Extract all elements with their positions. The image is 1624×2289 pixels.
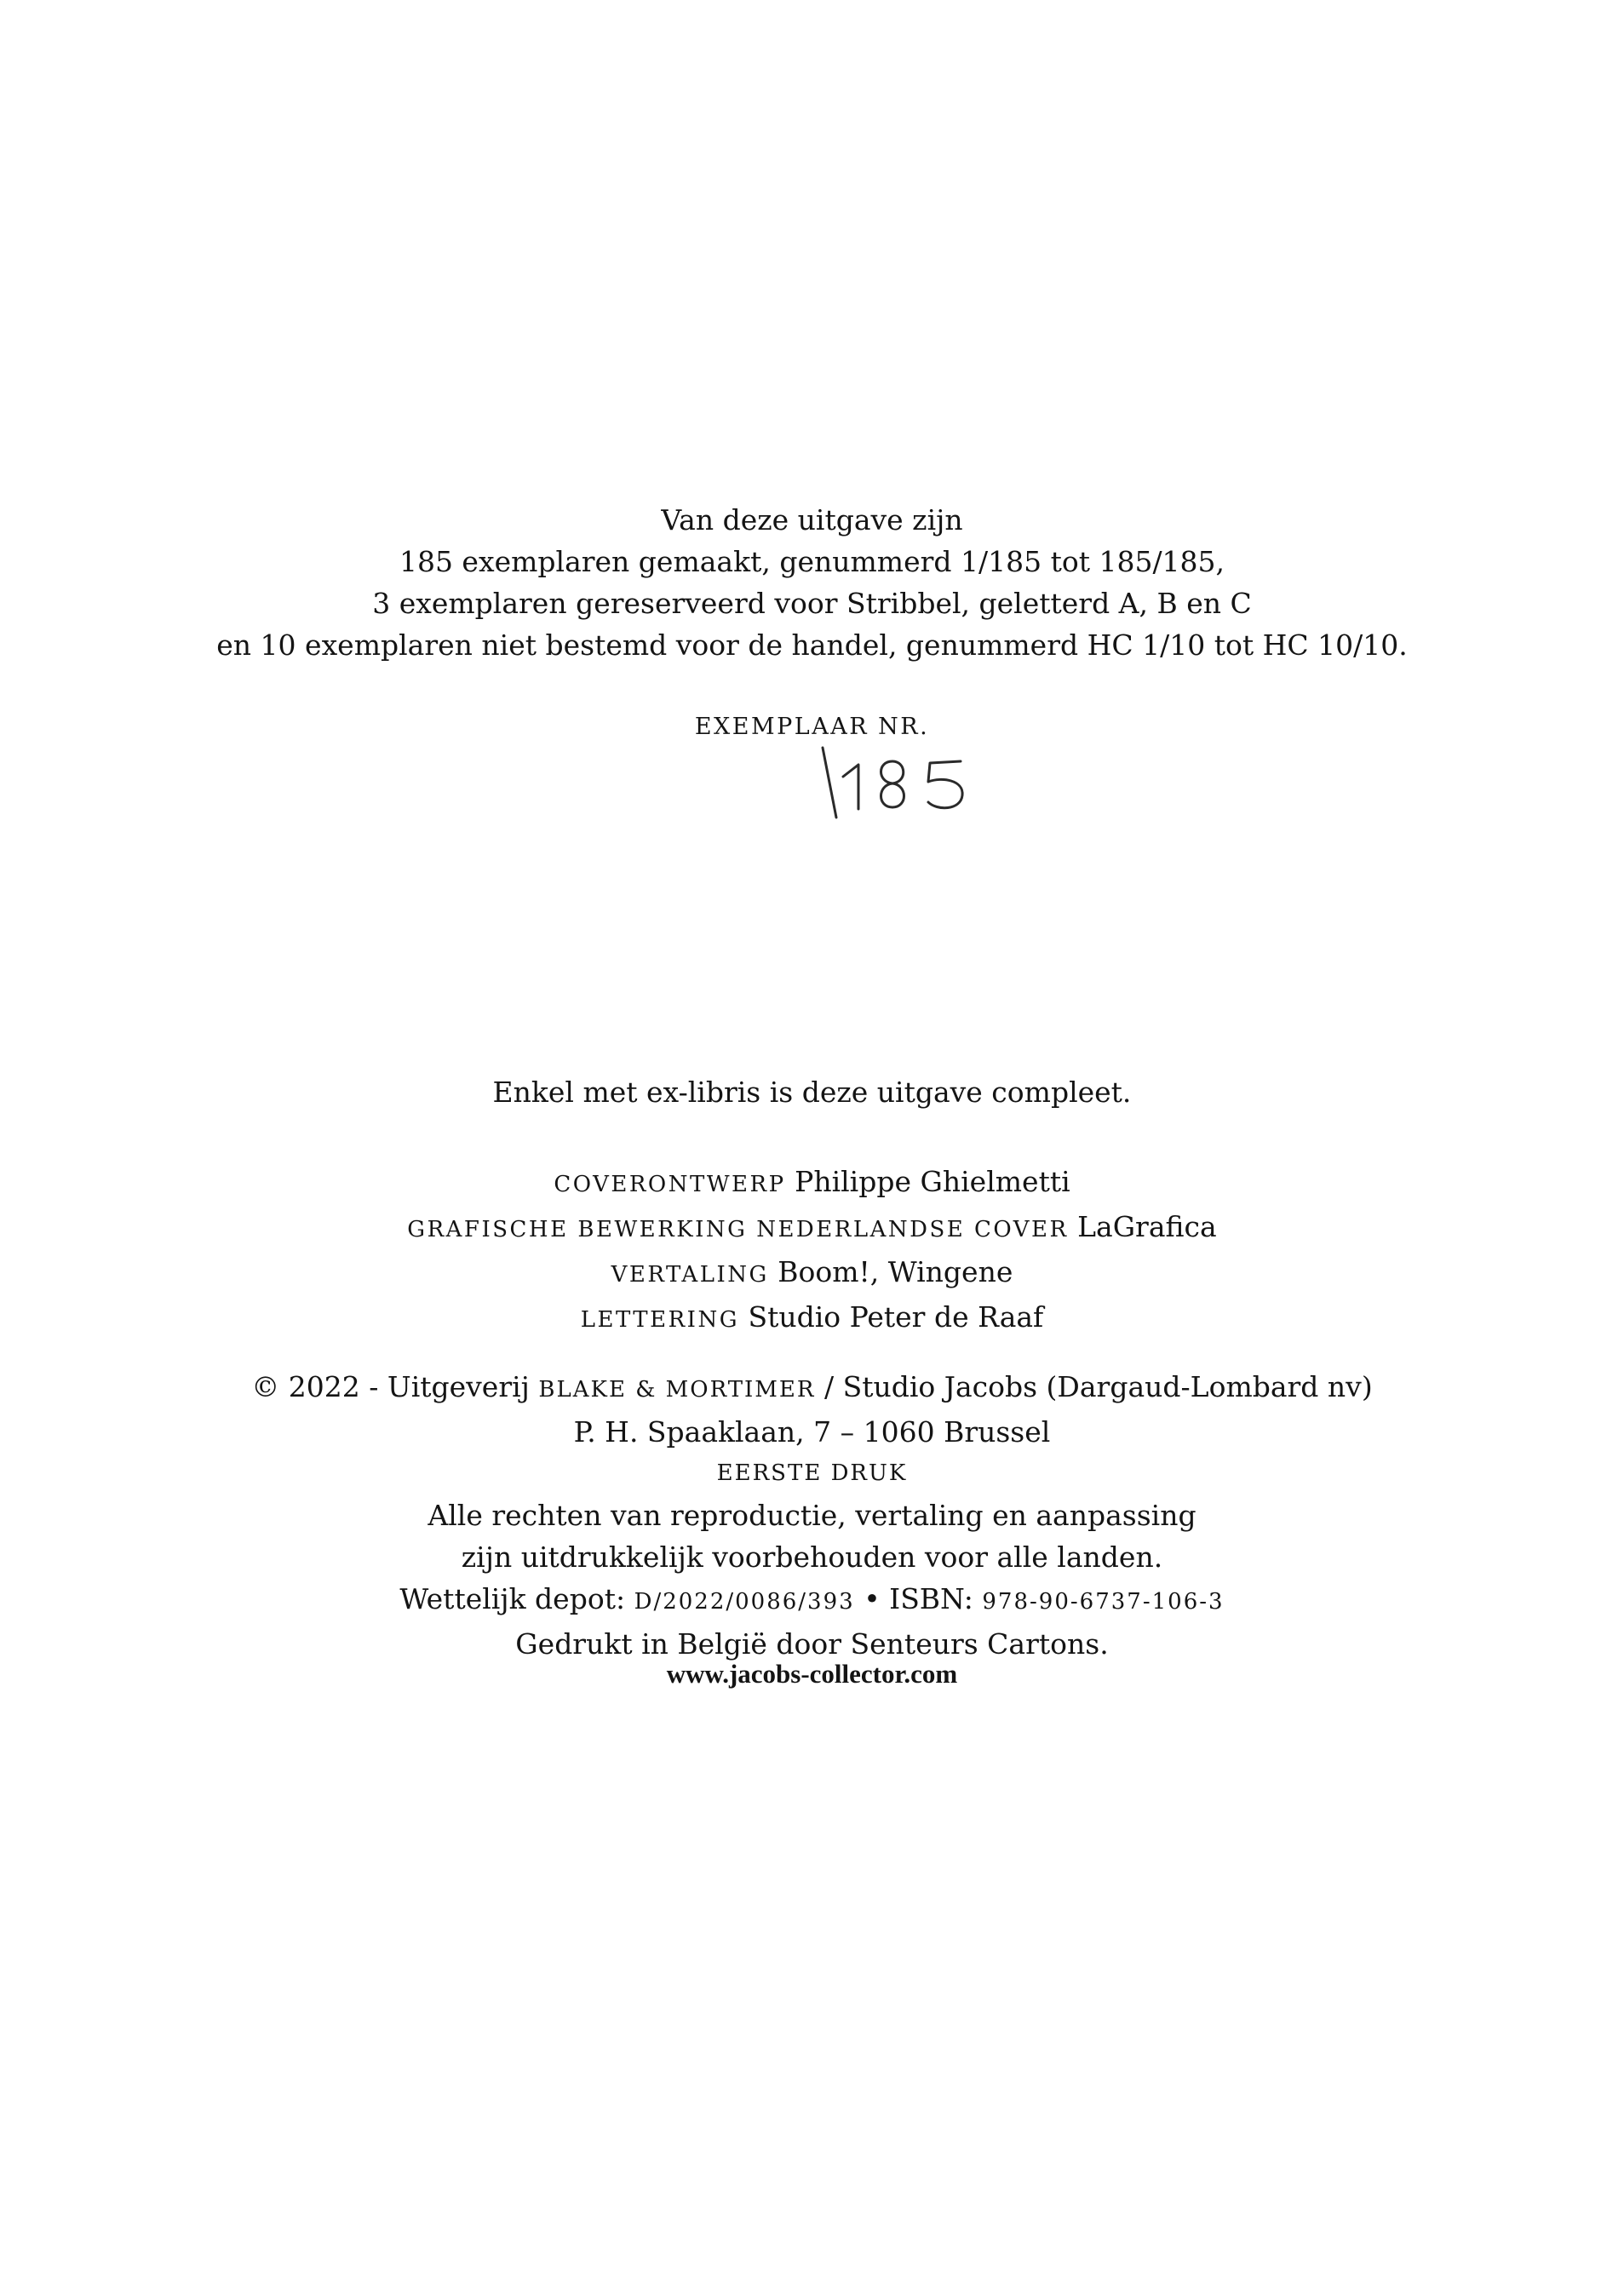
credit-graphic-design [0, 1206, 1624, 1251]
publisher-address: P. H. Spaaklaan, 7 – 1060 Brussel [573, 1415, 1051, 1449]
credit-cover-design [0, 1161, 1624, 1206]
printing-edition: EERSTE DRUK [716, 1460, 908, 1486]
credit-lettering [0, 1296, 1624, 1341]
credit-name: LaGrafica [1077, 1210, 1217, 1243]
edition-line-1: Van deze uitgave zijn [661, 503, 963, 536]
credit-role: GRAFISCHE BEWERKING NEDERLANDSE COVER [407, 1217, 1069, 1242]
website [0, 1659, 1624, 1690]
credit-name: Studio Peter de Raaf [748, 1300, 1044, 1334]
credit-name: Boom!, Wingene [778, 1255, 1013, 1288]
legal-notice [0, 1366, 1624, 1665]
edition-line-3: 3 exemplaren gereserveerd voor Stribbel, geletterd A, B en C [372, 587, 1252, 620]
edition-line-4: en 10 exemplaren niet bestemd voor de handel, genummerd HC 1/10 tot HC 10/10. [216, 628, 1408, 662]
copy-number-label [0, 714, 1624, 740]
exlibris-note-text: Enkel met ex-libris is deze uitgave compleet. [492, 1076, 1132, 1109]
bullet-separator: • [864, 1582, 881, 1615]
copy-number-label-text: EXEMPLAAR NR. [694, 714, 930, 740]
depot-isbn-line [0, 1578, 1624, 1623]
rights-line-2: zijn uitdrukkelijk voorbehouden voor alle landen. [461, 1540, 1163, 1574]
credit-role: COVERONTWERP [554, 1172, 786, 1197]
exlibris-note [0, 1076, 1624, 1109]
copyright-brand: BLAKE & MORTIMER [538, 1377, 816, 1403]
copyright-line [0, 1366, 1624, 1411]
rights-line-1: Alle rechten van reproductie, vertaling en aanpassing [428, 1499, 1196, 1532]
credit-role: VERTALING [611, 1262, 769, 1288]
isbn-number: 978-90-6737-106-3 [982, 1589, 1225, 1615]
credit-name: Philippe Ghielmetti [795, 1165, 1070, 1198]
website-url: www.jacobs-collector.com [666, 1659, 958, 1689]
edition-statement [0, 499, 1624, 666]
printer-line: Gedrukt in België door Senteurs Cartons. [515, 1627, 1109, 1661]
handwritten-copy-number [818, 739, 1005, 833]
isbn-label: ISBN: [889, 1582, 973, 1615]
depot-number: D/2022/0086/393 [634, 1589, 855, 1615]
edition-line-2: 185 exemplaren gemaakt, genummerd 1/185 tot 185/185, [399, 545, 1225, 578]
credit-role: LETTERING [580, 1307, 739, 1333]
depot-label: Wettelijk depot: [399, 1582, 626, 1615]
copyright-prefix: © 2022 - Uitgeverij [251, 1370, 530, 1403]
credits [0, 1161, 1624, 1341]
credit-translation [0, 1251, 1624, 1296]
copyright-suffix: / Studio Jacobs (Dargaud-Lombard nv) [823, 1370, 1373, 1403]
